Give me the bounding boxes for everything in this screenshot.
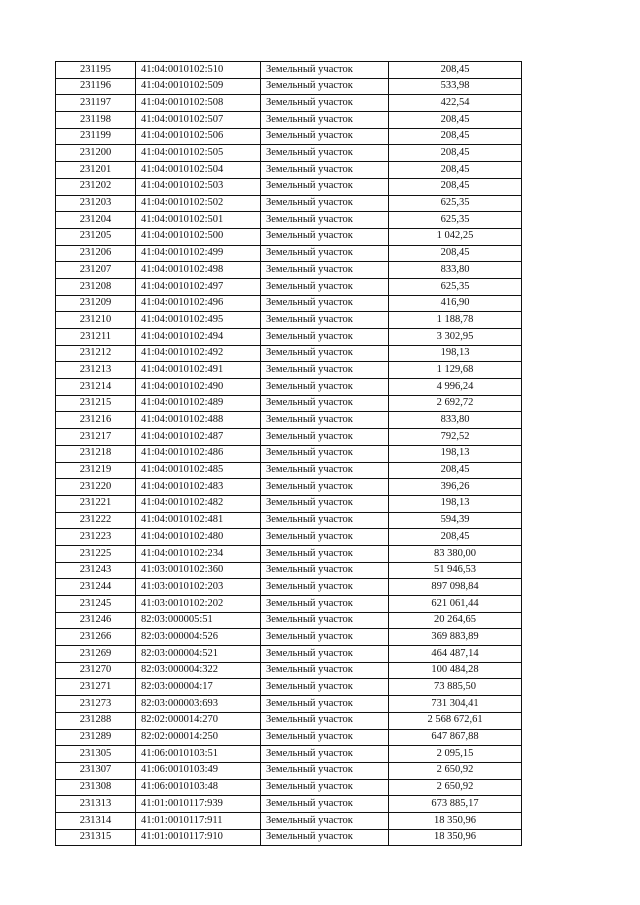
row-id-cell: 231204 (56, 212, 136, 229)
object-type-cell: Земельный участок (261, 345, 389, 362)
value-cell: 2 650,92 (389, 779, 522, 796)
object-type-cell: Земельный участок (261, 812, 389, 829)
row-id-cell: 231245 (56, 596, 136, 613)
value-cell: 208,45 (389, 112, 522, 129)
row-id-cell: 231202 (56, 178, 136, 195)
value-cell: 416,90 (389, 295, 522, 312)
cadastral-number-cell: 41:04:0010102:510 (136, 62, 261, 79)
row-id-cell: 231315 (56, 829, 136, 846)
object-type-cell: Земельный участок (261, 78, 389, 95)
row-id-cell: 231206 (56, 245, 136, 262)
table-row (56, 95, 522, 112)
cadastral-number-cell: 41:04:0010102:495 (136, 312, 261, 329)
row-id-cell: 231212 (56, 345, 136, 362)
row-id-cell: 231201 (56, 162, 136, 179)
cadastral-number-cell: 41:04:0010102:500 (136, 228, 261, 245)
table-row (56, 329, 522, 346)
row-id-cell: 231195 (56, 62, 136, 79)
cadastral-number-cell: 41:03:0010102:360 (136, 562, 261, 579)
cadastral-number-cell: 41:04:0010102:492 (136, 345, 261, 362)
row-id-cell: 231214 (56, 379, 136, 396)
value-cell: 208,45 (389, 145, 522, 162)
value-cell: 208,45 (389, 128, 522, 145)
value-cell: 208,45 (389, 245, 522, 262)
object-type-cell: Земельный участок (261, 228, 389, 245)
value-cell: 18 350,96 (389, 829, 522, 846)
value-cell: 647 867,88 (389, 729, 522, 746)
row-id-cell: 231308 (56, 779, 136, 796)
table-row (56, 779, 522, 796)
table-row (56, 462, 522, 479)
value-cell: 198,13 (389, 345, 522, 362)
cadastral-number-cell: 41:04:0010102:503 (136, 178, 261, 195)
value-cell: 2 568 672,61 (389, 712, 522, 729)
value-cell: 198,13 (389, 445, 522, 462)
table-row (56, 278, 522, 295)
value-cell: 625,35 (389, 278, 522, 295)
value-cell: 73 885,50 (389, 679, 522, 696)
table-row (56, 662, 522, 679)
cadastral-number-cell: 82:03:000004:521 (136, 646, 261, 663)
object-type-cell: Земельный участок (261, 545, 389, 562)
table-row (56, 245, 522, 262)
object-type-cell: Земельный участок (261, 329, 389, 346)
row-id-cell: 231243 (56, 562, 136, 579)
row-id-cell: 231223 (56, 529, 136, 546)
cadastral-number-cell: 41:04:0010102:485 (136, 462, 261, 479)
object-type-cell: Земельный участок (261, 495, 389, 512)
object-type-cell: Земельный участок (261, 479, 389, 496)
cadastral-number-cell: 41:04:0010102:497 (136, 278, 261, 295)
cadastral-number-cell: 82:03:000004:17 (136, 679, 261, 696)
row-id-cell: 231205 (56, 228, 136, 245)
row-id-cell: 231209 (56, 295, 136, 312)
table-row (56, 679, 522, 696)
table-row (56, 812, 522, 829)
value-cell: 2 650,92 (389, 762, 522, 779)
object-type-cell: Земельный участок (261, 62, 389, 79)
table-row (56, 178, 522, 195)
table-row (56, 429, 522, 446)
table-row (56, 195, 522, 212)
row-id-cell: 231221 (56, 495, 136, 512)
object-type-cell: Земельный участок (261, 312, 389, 329)
row-id-cell: 231200 (56, 145, 136, 162)
table-row (56, 345, 522, 362)
cadastral-number-cell: 41:04:0010102:498 (136, 262, 261, 279)
object-type-cell: Земельный участок (261, 679, 389, 696)
table-row (56, 312, 522, 329)
value-cell: 533,98 (389, 78, 522, 95)
value-cell: 20 264,65 (389, 612, 522, 629)
cadastral-number-cell: 41:04:0010102:482 (136, 495, 261, 512)
cadastral-number-cell: 41:01:0010117:939 (136, 796, 261, 813)
table-row (56, 212, 522, 229)
object-type-cell: Земельный участок (261, 462, 389, 479)
object-type-cell: Земельный участок (261, 712, 389, 729)
table-row (56, 529, 522, 546)
object-type-cell: Земельный участок (261, 412, 389, 429)
table-row (56, 762, 522, 779)
object-type-cell: Земельный участок (261, 762, 389, 779)
value-cell: 625,35 (389, 195, 522, 212)
cadastral-number-cell: 41:06:0010103:51 (136, 746, 261, 763)
object-type-cell: Земельный участок (261, 829, 389, 846)
object-type-cell: Земельный участок (261, 779, 389, 796)
cadastral-number-cell: 41:04:0010102:505 (136, 145, 261, 162)
value-cell: 731 304,41 (389, 696, 522, 713)
value-cell: 198,13 (389, 495, 522, 512)
cadastral-number-cell: 41:04:0010102:502 (136, 195, 261, 212)
object-type-cell: Земельный участок (261, 512, 389, 529)
row-id-cell: 231198 (56, 112, 136, 129)
table-row (56, 829, 522, 846)
land-registry-table (55, 61, 522, 846)
row-id-cell: 231213 (56, 362, 136, 379)
cadastral-number-cell: 41:04:0010102:486 (136, 445, 261, 462)
row-id-cell: 231207 (56, 262, 136, 279)
table-row (56, 629, 522, 646)
value-cell: 4 996,24 (389, 379, 522, 396)
table-row (56, 295, 522, 312)
table-row (56, 62, 522, 79)
cadastral-number-cell: 82:03:000004:526 (136, 629, 261, 646)
table-row (56, 612, 522, 629)
row-id-cell: 231208 (56, 278, 136, 295)
value-cell: 208,45 (389, 529, 522, 546)
object-type-cell: Земельный участок (261, 178, 389, 195)
table-row (56, 379, 522, 396)
value-cell: 83 380,00 (389, 545, 522, 562)
table-row (56, 128, 522, 145)
table-row (56, 362, 522, 379)
row-id-cell: 231210 (56, 312, 136, 329)
object-type-cell: Земельный участок (261, 596, 389, 613)
cadastral-number-cell: 41:04:0010102:501 (136, 212, 261, 229)
value-cell: 100 484,28 (389, 662, 522, 679)
row-id-cell: 231270 (56, 662, 136, 679)
value-cell: 833,80 (389, 412, 522, 429)
cadastral-number-cell: 41:04:0010102:487 (136, 429, 261, 446)
object-type-cell: Земельный участок (261, 162, 389, 179)
cadastral-number-cell: 41:03:0010102:203 (136, 579, 261, 596)
object-type-cell: Земельный участок (261, 562, 389, 579)
value-cell: 3 302,95 (389, 329, 522, 346)
object-type-cell: Земельный участок (261, 646, 389, 663)
table-row (56, 729, 522, 746)
row-id-cell: 231220 (56, 479, 136, 496)
value-cell: 464 487,14 (389, 646, 522, 663)
value-cell: 1 129,68 (389, 362, 522, 379)
cadastral-number-cell: 41:04:0010102:494 (136, 329, 261, 346)
table-row (56, 395, 522, 412)
cadastral-number-cell: 41:04:0010102:480 (136, 529, 261, 546)
value-cell: 625,35 (389, 212, 522, 229)
cadastral-number-cell: 82:03:000004:322 (136, 662, 261, 679)
object-type-cell: Земельный участок (261, 612, 389, 629)
object-type-cell: Земельный участок (261, 195, 389, 212)
value-cell: 833,80 (389, 262, 522, 279)
cadastral-number-cell: 41:04:0010102:488 (136, 412, 261, 429)
row-id-cell: 231288 (56, 712, 136, 729)
table-row (56, 512, 522, 529)
row-id-cell: 231197 (56, 95, 136, 112)
value-cell: 18 350,96 (389, 812, 522, 829)
object-type-cell: Земельный участок (261, 629, 389, 646)
value-cell: 396,26 (389, 479, 522, 496)
object-type-cell: Земельный участок (261, 395, 389, 412)
value-cell: 897 098,84 (389, 579, 522, 596)
cadastral-number-cell: 82:03:000005:51 (136, 612, 261, 629)
object-type-cell: Земельный участок (261, 245, 389, 262)
object-type-cell: Земельный участок (261, 95, 389, 112)
table-row (56, 112, 522, 129)
row-id-cell: 231244 (56, 579, 136, 596)
cadastral-number-cell: 41:04:0010102:509 (136, 78, 261, 95)
object-type-cell: Земельный участок (261, 262, 389, 279)
value-cell: 792,52 (389, 429, 522, 446)
row-id-cell: 231219 (56, 462, 136, 479)
cadastral-number-cell: 82:02:000014:250 (136, 729, 261, 746)
row-id-cell: 231217 (56, 429, 136, 446)
row-id-cell: 231269 (56, 646, 136, 663)
table-row (56, 646, 522, 663)
table-row (56, 412, 522, 429)
cadastral-number-cell: 41:04:0010102:491 (136, 362, 261, 379)
value-cell: 51 946,53 (389, 562, 522, 579)
object-type-cell: Земельный участок (261, 796, 389, 813)
object-type-cell: Земельный участок (261, 295, 389, 312)
object-type-cell: Земельный участок (261, 579, 389, 596)
value-cell: 2 692,72 (389, 395, 522, 412)
object-type-cell: Земельный участок (261, 128, 389, 145)
row-id-cell: 231313 (56, 796, 136, 813)
table-row (56, 78, 522, 95)
cadastral-number-cell: 41:06:0010103:48 (136, 779, 261, 796)
object-type-cell: Земельный участок (261, 278, 389, 295)
object-type-cell: Земельный участок (261, 362, 389, 379)
value-cell: 621 061,44 (389, 596, 522, 613)
row-id-cell: 231273 (56, 696, 136, 713)
value-cell: 208,45 (389, 62, 522, 79)
object-type-cell: Земельный участок (261, 746, 389, 763)
value-cell: 673 885,17 (389, 796, 522, 813)
object-type-cell: Земельный участок (261, 145, 389, 162)
cadastral-number-cell: 41:04:0010102:496 (136, 295, 261, 312)
object-type-cell: Земельный участок (261, 662, 389, 679)
cadastral-number-cell: 41:04:0010102:490 (136, 379, 261, 396)
value-cell: 1 188,78 (389, 312, 522, 329)
table-row (56, 712, 522, 729)
object-type-cell: Земельный участок (261, 729, 389, 746)
object-type-cell: Земельный участок (261, 429, 389, 446)
row-id-cell: 231196 (56, 78, 136, 95)
cadastral-number-cell: 41:04:0010102:507 (136, 112, 261, 129)
cadastral-number-cell: 41:04:0010102:483 (136, 479, 261, 496)
object-type-cell: Земельный участок (261, 696, 389, 713)
row-id-cell: 231203 (56, 195, 136, 212)
cadastral-number-cell: 41:01:0010117:911 (136, 812, 261, 829)
cadastral-number-cell: 41:04:0010102:504 (136, 162, 261, 179)
object-type-cell: Земельный участок (261, 112, 389, 129)
value-cell: 208,45 (389, 462, 522, 479)
cadastral-number-cell: 41:03:0010102:202 (136, 596, 261, 613)
cadastral-number-cell: 41:04:0010102:506 (136, 128, 261, 145)
table-row (56, 596, 522, 613)
table-row (56, 746, 522, 763)
row-id-cell: 231266 (56, 629, 136, 646)
table-row (56, 796, 522, 813)
row-id-cell: 231271 (56, 679, 136, 696)
table-row (56, 262, 522, 279)
row-id-cell: 231215 (56, 395, 136, 412)
value-cell: 594,39 (389, 512, 522, 529)
table-row (56, 162, 522, 179)
row-id-cell: 231218 (56, 445, 136, 462)
object-type-cell: Земельный участок (261, 445, 389, 462)
value-cell: 2 095,15 (389, 746, 522, 763)
row-id-cell: 231314 (56, 812, 136, 829)
cadastral-number-cell: 41:04:0010102:481 (136, 512, 261, 529)
object-type-cell: Земельный участок (261, 212, 389, 229)
row-id-cell: 231216 (56, 412, 136, 429)
row-id-cell: 231222 (56, 512, 136, 529)
cadastral-number-cell: 41:04:0010102:508 (136, 95, 261, 112)
value-cell: 1 042,25 (389, 228, 522, 245)
cadastral-number-cell: 82:03:000003:693 (136, 696, 261, 713)
table-row (56, 145, 522, 162)
table-row (56, 479, 522, 496)
row-id-cell: 231246 (56, 612, 136, 629)
row-id-cell: 231289 (56, 729, 136, 746)
table-row (56, 495, 522, 512)
cadastral-number-cell: 41:06:0010103:49 (136, 762, 261, 779)
value-cell: 208,45 (389, 178, 522, 195)
row-id-cell: 231211 (56, 329, 136, 346)
cadastral-number-cell: 41:04:0010102:489 (136, 395, 261, 412)
table-row (56, 562, 522, 579)
value-cell: 422,54 (389, 95, 522, 112)
row-id-cell: 231225 (56, 545, 136, 562)
cadastral-number-cell: 41:04:0010102:234 (136, 545, 261, 562)
cadastral-number-cell: 41:04:0010102:499 (136, 245, 261, 262)
table-row (56, 228, 522, 245)
object-type-cell: Земельный участок (261, 379, 389, 396)
cadastral-number-cell: 41:01:0010117:910 (136, 829, 261, 846)
table-row (56, 696, 522, 713)
table-row (56, 545, 522, 562)
table-row (56, 445, 522, 462)
row-id-cell: 231307 (56, 762, 136, 779)
table-body (56, 62, 522, 846)
cadastral-number-cell: 82:02:000014:270 (136, 712, 261, 729)
object-type-cell: Земельный участок (261, 529, 389, 546)
value-cell: 208,45 (389, 162, 522, 179)
row-id-cell: 231305 (56, 746, 136, 763)
row-id-cell: 231199 (56, 128, 136, 145)
table-row (56, 579, 522, 596)
value-cell: 369 883,89 (389, 629, 522, 646)
